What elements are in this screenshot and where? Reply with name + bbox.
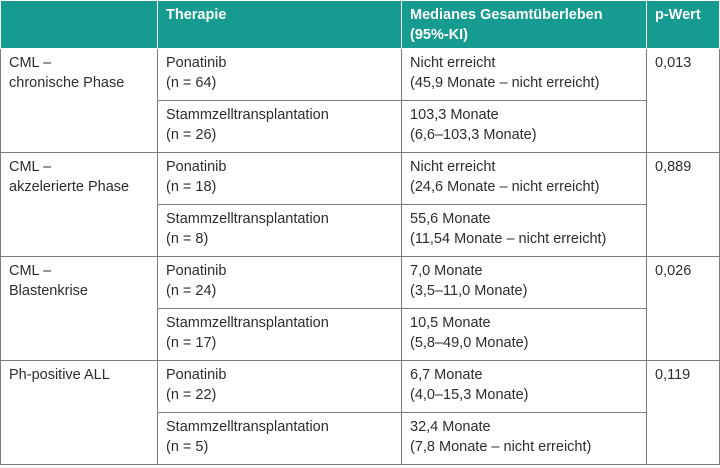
header-therapy: Therapie — [158, 1, 402, 49]
table-header-row — [1, 1, 720, 49]
median-os-value: 6,7 Monate — [410, 367, 483, 383]
median-os-cell — [402, 153, 647, 205]
therapy-cell — [158, 153, 402, 205]
therapy-name: Stammzelltransplantation — [166, 419, 329, 435]
p-value-cell: 0,889 — [647, 153, 720, 257]
median-os-cell — [402, 49, 647, 101]
patient-count: (n = 22) — [166, 387, 217, 403]
confidence-interval: (24,6 Monate – nicht erreicht) — [410, 179, 600, 195]
p-value-cell: 0,119 — [647, 361, 720, 465]
group-label — [1, 49, 158, 153]
confidence-interval: (5,8–49,0 Monate) — [410, 335, 529, 351]
patient-count: (n = 18) — [166, 179, 217, 195]
median-os-cell — [402, 257, 647, 309]
therapy-name: Ponatinib — [166, 159, 227, 175]
p-value-cell: 0,013 — [647, 49, 720, 153]
table-row — [1, 257, 720, 309]
group-label — [1, 361, 158, 465]
patient-count: (n = 24) — [166, 283, 217, 299]
patient-count: (n = 26) — [166, 127, 217, 143]
confidence-interval: (6,6–103,3 Monate) — [410, 127, 537, 143]
table-row — [1, 361, 720, 413]
header-p-value: p-Wert — [647, 1, 720, 49]
group-label — [1, 257, 158, 361]
median-os-value: 103,3 Monate — [410, 107, 499, 123]
therapy-name: Stammzelltransplantation — [166, 107, 329, 123]
therapy-name: Ponatinib — [166, 55, 227, 71]
median-os-cell — [402, 309, 647, 361]
therapy-cell — [158, 361, 402, 413]
header-median-os-line1: Medianes Gesamtüberleben — [410, 7, 603, 23]
confidence-interval: (11,54 Monate – nicht erreicht) — [410, 231, 607, 247]
table-row — [1, 49, 720, 101]
confidence-interval: (4,0–15,3 Monate) — [410, 387, 529, 403]
header-group — [1, 1, 158, 49]
confidence-interval: (7,8 Monate – nicht erreicht) — [410, 439, 592, 455]
therapy-cell — [158, 101, 402, 153]
median-os-value: Nicht erreicht — [410, 55, 496, 71]
median-os-value: Nicht erreicht — [410, 159, 496, 175]
therapy-name: Ponatinib — [166, 263, 227, 279]
median-os-value: 10,5 Monate — [410, 315, 491, 331]
confidence-interval: (3,5–11,0 Monate) — [410, 283, 528, 299]
group-label — [1, 153, 158, 257]
group-label-line2: Blastenkrise — [9, 283, 88, 299]
therapy-cell — [158, 205, 402, 257]
header-median-os-line2: (95%-KI) — [410, 27, 469, 43]
therapy-cell — [158, 413, 402, 465]
table-row — [1, 153, 720, 205]
group-label-line1: CML – — [9, 55, 52, 71]
median-os-value: 55,6 Monate — [410, 211, 491, 227]
median-os-value: 7,0 Monate — [410, 263, 483, 279]
patient-count: (n = 17) — [166, 335, 217, 351]
median-os-cell — [402, 101, 647, 153]
therapy-cell — [158, 309, 402, 361]
median-os-cell — [402, 361, 647, 413]
group-label-line1: Ph-positive ALL — [9, 367, 110, 383]
patient-count: (n = 64) — [166, 75, 217, 91]
therapy-name: Stammzelltransplantation — [166, 211, 329, 227]
group-label-line1: CML – — [9, 159, 52, 175]
group-label-line1: CML – — [9, 263, 52, 279]
p-value-cell: 0,026 — [647, 257, 720, 361]
therapy-cell — [158, 257, 402, 309]
therapy-name: Ponatinib — [166, 367, 227, 383]
group-label-line2: akzelerierte Phase — [9, 179, 130, 195]
median-os-value: 32,4 Monate — [410, 419, 491, 435]
group-label-line2: chronische Phase — [9, 75, 125, 91]
header-median-os — [402, 1, 647, 49]
median-os-cell — [402, 413, 647, 465]
therapy-cell — [158, 49, 402, 101]
patient-count: (n = 5) — [166, 439, 209, 455]
therapy-name: Stammzelltransplantation — [166, 315, 329, 331]
confidence-interval: (45,9 Monate – nicht erreicht) — [410, 75, 600, 91]
patient-count: (n = 8) — [166, 231, 209, 247]
median-os-cell — [402, 205, 647, 257]
